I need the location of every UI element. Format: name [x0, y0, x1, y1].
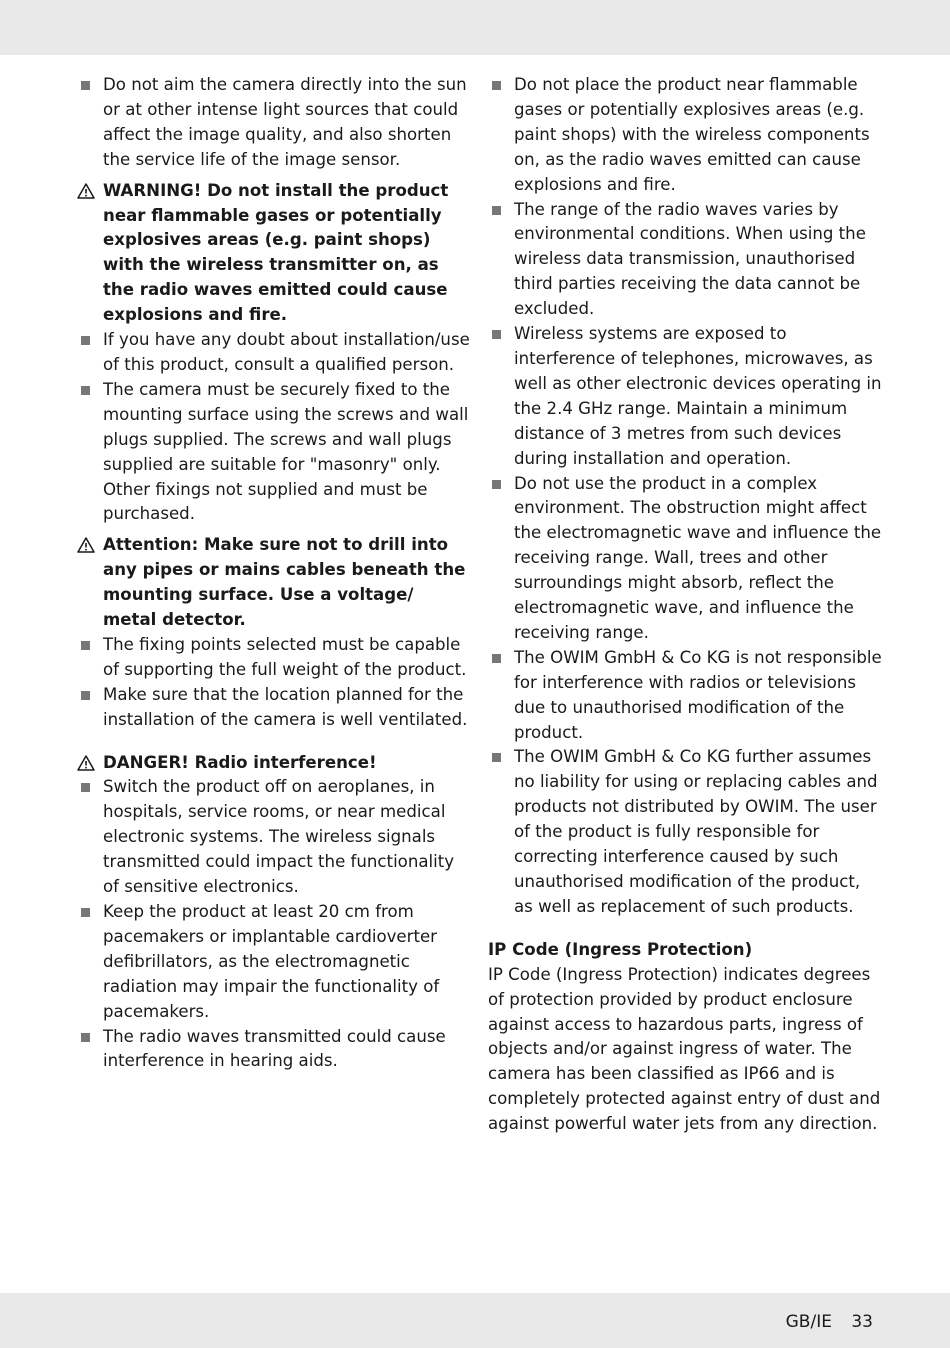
- square-bullet-icon: [81, 783, 90, 792]
- list-item-text: Keep the product at least 20 cm from pacemakers or implantable cardioverter defibrillators, as the electromagnetic radiation may impair the functionality of pacemakers.: [103, 902, 440, 1021]
- list-item-text: The OWIM GmbH & Co KG is not responsible for interference with radios or televisions due to unauthorised modification of the product.: [514, 647, 882, 742]
- list-item: [77, 633, 472, 683]
- left-column: [77, 73, 472, 1074]
- list-item-text: Do not aim the camera directly into the sun or at other intense light sources that could affect the image quality, and also shorten the service life of the image sensor.: [103, 75, 467, 169]
- list-item-text: The radio waves transmitted could cause interference in hearing aids.: [103, 1026, 446, 1071]
- list-item-text: The camera must be securely fixed to the mounting surface using the screws and wall plugs supplied. The screws and wall plugs supplied are suitable for "masonry" only. Other fixings not supplied and must be purchased.: [103, 379, 469, 524]
- list-item: [77, 900, 472, 1025]
- list-item-text: Do not use the product in a complex environment. The obstruction might affect the electromagnetic wave and influence the receiving range. Wall, trees and other surroundings might absorb, reflect the electromagnetic wave, and influence the receiving range.: [514, 473, 882, 642]
- list-item: [77, 378, 472, 527]
- list-item: [488, 472, 883, 646]
- list-item-text: If you have any doubt about installation/use of this product, consult a qualified person.: [103, 330, 470, 374]
- list-item-text: The fixing points selected must be capable of supporting the full weight of the product.: [103, 634, 467, 679]
- square-bullet-icon: [492, 753, 501, 762]
- square-bullet-icon: [492, 654, 501, 663]
- square-bullet-icon: [81, 386, 90, 395]
- list-item: [488, 745, 883, 919]
- square-bullet-icon: [81, 336, 90, 345]
- list-item: [77, 73, 472, 173]
- list-item-text: Make sure that the location planned for the installation of the camera is well ventilated.: [103, 684, 468, 729]
- list-item: [488, 198, 883, 323]
- list-item-text: The range of the radio waves varies by environmental conditions. When using the wireless data transmission, unauthorised third parties receiving the data cannot be excluded.: [514, 199, 866, 319]
- square-bullet-icon: [492, 330, 501, 339]
- square-bullet-icon: [492, 206, 501, 215]
- warning-notice: [77, 179, 472, 328]
- attention-notice: [77, 533, 472, 633]
- page-number: 33: [851, 1312, 873, 1332]
- warning-triangle-icon: [77, 537, 95, 553]
- list-item-text: Do not place the product near flammable gases or potentially explosives areas (e.g. paint shops) with the wireless components on, as the radio waves emitted can cause explosions and fire.: [514, 75, 870, 194]
- list-item-text: Switch the product off on aeroplanes, in hospitals, service rooms, or near medical electronic systems. The wireless signals transmitted could impact the functionality of sensitive electronics.: [103, 777, 455, 897]
- list-item: [77, 1025, 472, 1075]
- page-footer: [786, 1312, 873, 1332]
- warning-text: Attention: Make sure not to drill into any pipes or mains cables beneath the mounting surface. Use a voltage/ metal detector.: [103, 535, 466, 630]
- square-bullet-icon: [81, 691, 90, 700]
- region-label: GB/IE: [785, 1312, 832, 1332]
- list-item: [488, 646, 883, 746]
- square-bullet-icon: [81, 641, 90, 650]
- list-item: [488, 73, 883, 198]
- list-item-text: The OWIM GmbH & Co KG further assumes no liability for using or replacing cables and products not distributed by OWIM. The user of the product is fully responsible for correcting interference caused by such unauthorised modification of the product, as well as replacement of such products.: [514, 747, 878, 916]
- warning-triangle-icon: [77, 755, 95, 771]
- section-paragraph: IP Code (Ingress Protection) indicates degrees of protection provided by product enclosure against access to hazardous parts, ingress of objects and/or against ingress of water. The camera has been classified as IP66 and is completely protected against entry of dust and against powerful water jets from any direction.: [488, 964, 881, 1134]
- list-item: [77, 775, 472, 900]
- square-bullet-icon: [492, 81, 501, 90]
- square-bullet-icon: [81, 1033, 90, 1042]
- list-item: [77, 683, 472, 733]
- square-bullet-icon: [81, 908, 90, 917]
- square-bullet-icon: [492, 480, 501, 489]
- warning-text: WARNING! Do not install the product near flammable gases or potentially explosives areas (e.g. paint shops) with the wireless transmitter on, as the radio waves emitted could cause explosions and fire.: [103, 180, 449, 325]
- right-column: [488, 73, 883, 1137]
- header-band: [0, 0, 950, 55]
- list-item: [488, 322, 883, 471]
- danger-notice: [77, 751, 472, 776]
- list-item-text: Wireless systems are exposed to interference of telephones, microwaves, as well as other electronic devices operating in the 2.4 GHz range. Maintain a minimum distance of 3 metres from such devices during installation and operation.: [514, 324, 882, 468]
- warning-text: DANGER! Radio interference!: [103, 752, 377, 772]
- list-item: [77, 328, 472, 378]
- section-heading: IP Code (Ingress Protection): [488, 939, 753, 959]
- square-bullet-icon: [81, 81, 90, 90]
- warning-triangle-icon: [77, 183, 95, 199]
